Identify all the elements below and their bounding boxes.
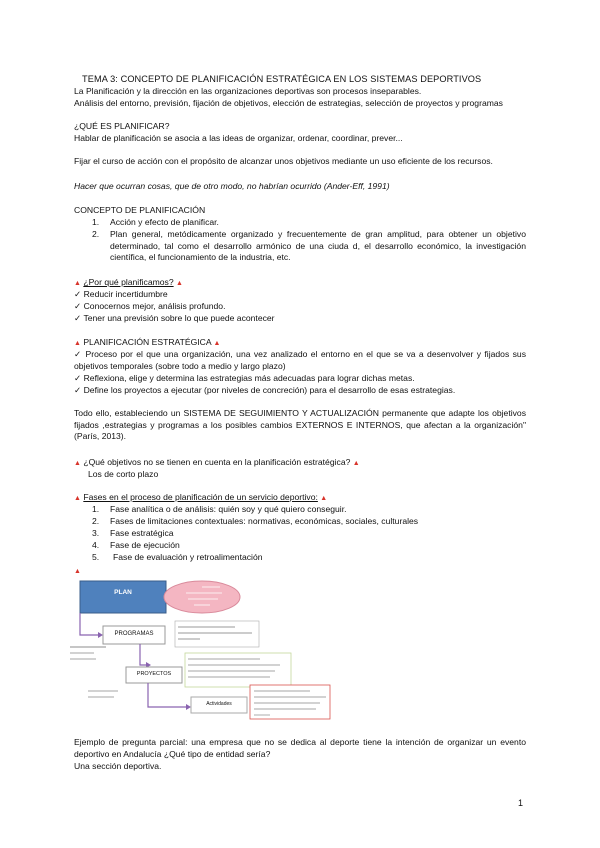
proyectos-label: PROYECTOS [136, 671, 172, 677]
triangle-icon: ▲ [74, 460, 81, 467]
check-icon: ✓ [74, 373, 84, 383]
fase-num: 5. [92, 552, 100, 562]
check-icon: ✓ [74, 349, 86, 359]
fase-num: 3. [92, 528, 100, 538]
fases-heading: Fases en el proceso de planificación de un servicio deportivo: [83, 492, 318, 502]
seguimiento-paragraph: Todo ello, estableciendo un SISTEMA DE SEGUIMIENTO Y ACTUALIZACIÓN permanente que adapte los objetivos fijados ,estrategias y programas a los posibles cambios EXTERNOS E INTERNOS, que afectan a la organización" (París, 2013). [74, 408, 526, 442]
plan-label: PLAN [114, 589, 132, 596]
triangle-icon: ▲ [213, 340, 221, 347]
page-title: TEMA 3: CONCEPTO DE PLANIFICACIÓN ESTRATÉGICA EN LOS SISTEMAS DEPORTIVOS [82, 74, 482, 84]
triangle-icon: ▲ [176, 280, 183, 287]
triangle-icon: ▲ [74, 495, 81, 502]
por-que-item: ✓ Reducir incertidumbre [74, 289, 168, 299]
por-que-item: ✓ Tener una previsión sobre lo que puede acontecer [74, 313, 275, 323]
triangle-icon: ▲ [320, 495, 328, 502]
intro-line-1: La Planificación y la dirección en las organizaciones deportivas son procesos inseparables. [74, 86, 422, 96]
concepto-item-1: Acción y efecto de planificar. [110, 217, 219, 227]
por-que-heading: ¿Por qué planificamos? [83, 277, 174, 287]
estrategica-heading: PLANIFICACIÓN ESTRATÉGICA [83, 337, 212, 347]
check-icon: ✓ [74, 313, 84, 323]
que-es-line-2: Fijar el curso de acción con el propósito de alcanzar unos objetivos mediante un uso eficiente de los recursos. [74, 156, 493, 166]
fase-num: 2. [92, 516, 100, 526]
por-que-heading-row [74, 277, 183, 290]
estrategica-item-2: ✓ Reflexiona, elige y determina las estrategias más adecuadas para lograr dichas metas. [74, 373, 415, 383]
fase-item: Fase de ejecución [110, 540, 180, 550]
objetivos-row [74, 457, 360, 470]
concepto-item-2: Plan general, metódicamente organizado y frecuentemente de gran amplitud, para obtener un objetivo determinado, tal como el desarrollo armónico de una ciuda d, el desarrollo económico, la investigación científica, el funcionamiento de la industria, etc. [110, 229, 526, 263]
estrategica-item-1: ✓ Proceso por el que una organización, una vez analizado el entorno en el que se va a desenvolver y fijados sus objetivos temporales (sobre todo a medio y largo plazo) [74, 349, 526, 371]
que-es-heading: ¿QUÉ ES PLANIFICAR? [74, 121, 170, 131]
concepto-num-1: 1. [92, 217, 100, 227]
fases-heading-row [74, 492, 327, 505]
triangle-icon: ▲ [74, 280, 81, 287]
que-es-line-1: Hablar de planificación se asocia a las ideas de organizar, ordenar, coordinar, prever... [74, 133, 403, 143]
fase-num: 4. [92, 540, 100, 550]
objetivos-answer: Los de corto plazo [88, 469, 159, 479]
fase-item: Fase analítica o de análisis: quién soy y qué quiero conseguir. [110, 504, 347, 514]
concepto-heading: CONCEPTO DE PLANIFICACIÓN [74, 205, 206, 215]
estrategica-heading-row [74, 337, 220, 350]
por-que-item: ✓ Conocernos mejor, análisis profundo. [74, 301, 226, 311]
actividades-label: Actividades [206, 701, 232, 707]
objetivos-question: ¿Qué objetivos no se tienen en cuenta en la planificación estratégica? [83, 457, 351, 467]
fase-item: Fases de limitaciones contextuales: normativas, económicas, sociales, culturales [110, 516, 419, 526]
que-es-quote: Hacer que ocurran cosas, que de otro modo, no habrían ocurrido (Ander-Eff, 1991) [74, 181, 390, 191]
programas-label: PROGRAMAS [114, 631, 154, 637]
fase-item: Fase de evaluación y retroalimentación [113, 552, 263, 562]
ejemplo-answer: Una sección deportiva. [74, 761, 162, 771]
ejemplo-question: Ejemplo de pregunta parcial: una empresa que no se dedica al deporte tiene la intención de organizar un evento deportivo en Andalucía ¿Qué tipo de entidad sería? [74, 737, 526, 759]
concepto-num-2: 2. [92, 229, 100, 239]
intro-line-2: Análisis del entorno, previsión, fijación de objetivos, elección de estrategias, selección de proyectos y programas [74, 98, 503, 108]
fase-num: 1. [92, 504, 100, 514]
check-icon: ✓ [74, 385, 84, 395]
fase-item: Fase estratégica [110, 528, 174, 538]
check-icon: ✓ [74, 289, 84, 299]
check-icon: ✓ [74, 301, 84, 311]
page-number: 1 [518, 798, 524, 808]
triangle-icon: ▲ [74, 568, 81, 575]
estrategica-item-3: ✓ Define los proyectos a ejecutar (por niveles de concreción) para el desarrollo de esas estrategias. [74, 385, 456, 395]
triangle-icon: ▲ [74, 340, 81, 347]
plan-bubble [164, 581, 240, 613]
triangle-icon: ▲ [352, 460, 360, 467]
